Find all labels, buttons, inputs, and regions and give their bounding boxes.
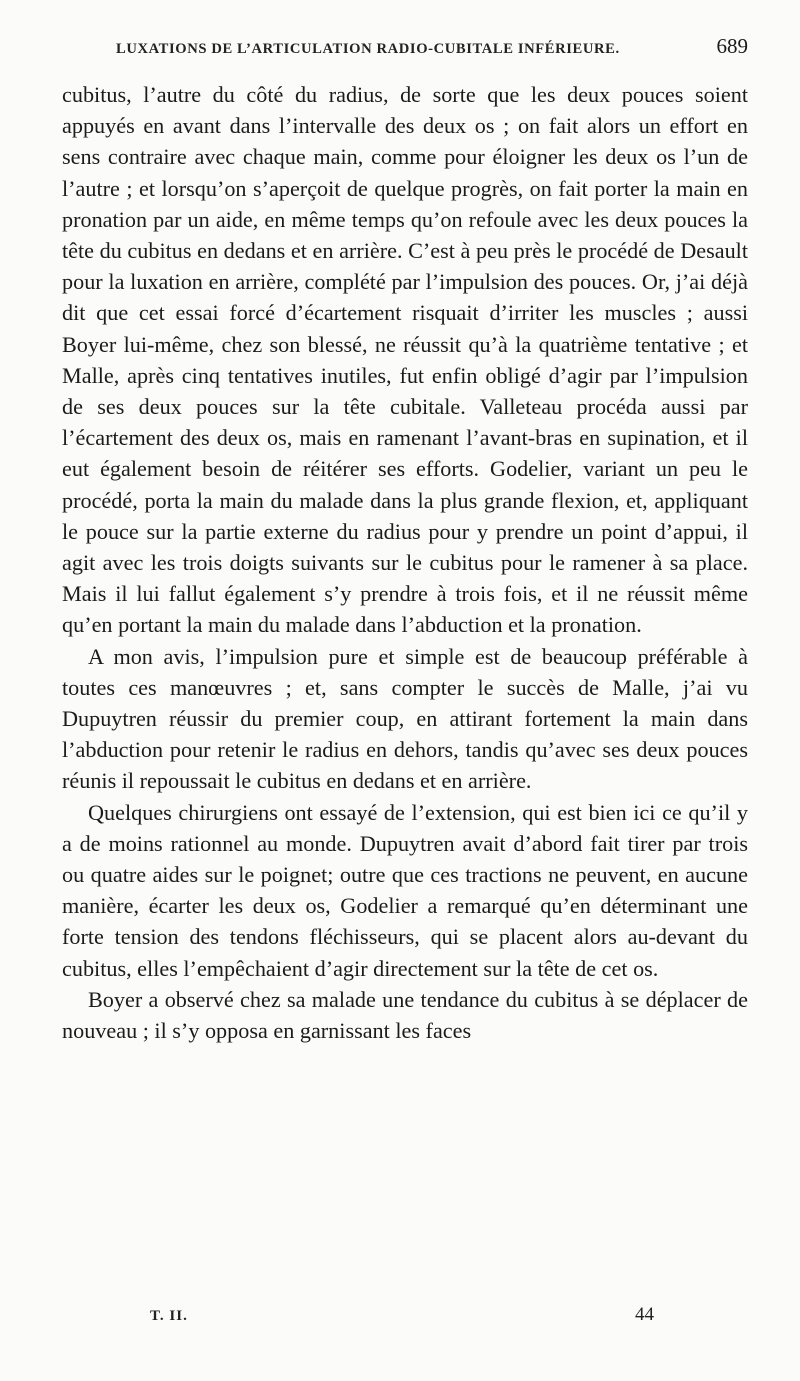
- volume-signature: T. II.: [150, 1308, 188, 1324]
- sheet-signature: 44: [635, 1304, 654, 1325]
- paragraph-continued: cubitus, l’autre du côté du radius, de sorte que les deux pouces soient appuyés en avant dans l’intervalle des deux os ; on fait alors un effort en sens contraire avec chaque main, comme pour éloigner les deux os l’un de l’autre ; et lorsqu’on s’aperçoit de quelque progrès, on fait porter la main en pronation par un aide, en même temps qu’on refoule avec les deux pouces la tête du cubitus en dedans et en arrière. C’est à peu près le procédé de Desault pour la luxation en arrière, complété par l’impulsion des pouces. Or, j’ai déjà dit que cet essai forcé d’écartement risquait d’irriter les muscles ; aussi Boyer lui-même, chez son blessé, ne réussit qu’à la quatrième tentative ; et Malle, après cinq tentatives inutiles, fut enfin obligé d’agir par l’impulsion de ses deux pouces sur la tête cubitale. Valleteau procéda aussi par l’écartement des deux os, mais en ramenant l’avant-bras en supination, et il eut également besoin de réitérer ses efforts. Godelier, variant un peu le procédé, porta la main du malade dans la plus grande flexion, et, appliquant le pouce sur la partie externe du radius pour y prendre un point d’appui, il agit avec les trois doigts suivants sur le cubitus pour le ramener à sa place. Mais il lui fallut également s’y prendre à trois fois, et il ne réussit même qu’en portant la main du malade dans l’abduction et la pronation.: [62, 82, 748, 638]
- paragraph: A mon avis, l’impulsion pure et simple est de beaucoup préférable à toutes ces manœuvres ; et, sans compter le succès de Malle, j’ai vu Dupuytren réussir du premier coup, en attirant fortement la main dans l’abduction pour retenir le radius en dehors, tandis qu’avec ses deux pouces réunis il repoussait le cubitus en dedans et en arrière.: [62, 643, 748, 794]
- page-number: 689: [716, 34, 748, 58]
- paragraph: Boyer a observé chez sa malade une tendance du cubitus à se déplacer de nouveau ; il s’y opposa en garnissant les faces: [62, 986, 748, 1044]
- body-text: [62, 79, 748, 1046]
- page-footer: [150, 1304, 654, 1332]
- running-header: [116, 34, 748, 60]
- paragraph: Quelques chirurgiens ont essayé de l’extension, qui est bien ici ce qu’il y a de moins rationnel au monde. Dupuytren avait d’abord fait tirer par trois ou quatre aides sur le poignet; outre que ces tractions ne peuvent, en aucune manière, écarter les deux os, Godelier a remarqué qu’en déterminant une forte tension des tendons fléchisseurs, qui se placent alors au-devant du cubitus, elles l’empêchaient d’agir directement sur la tête de cet os.: [62, 799, 748, 981]
- running-title: LUXATIONS DE L’ARTICULATION RADIO-CUBITALE INFÉRIEURE.: [116, 41, 620, 57]
